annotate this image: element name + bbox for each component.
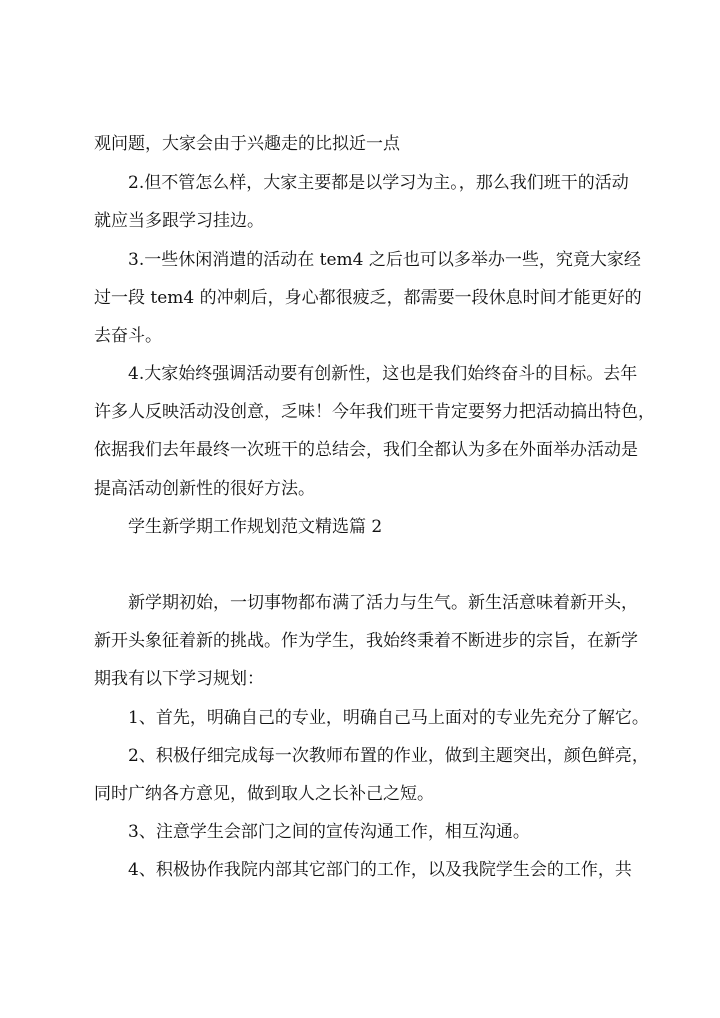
paragraph-line: 同时广纳各方意见，做到取人之长补己之短。 <box>94 784 434 804</box>
list-item: 4、积极协作我院内部其它部门的工作，以及我院学生会的工作，共 <box>128 860 632 880</box>
paragraph-line: 新开头象征着新的挑战。作为学生，我始终秉着不断进步的宗旨，在新学 <box>94 631 638 651</box>
paragraph-line: 提高活动创新性的很好方法。 <box>94 479 315 499</box>
section-heading: 学生新学期工作规划范文精选篇 2 <box>128 517 383 537</box>
paragraph-line: 许多人反映活动没创意，乏味！今年我们班干肯定要努力把活动搞出特色， <box>94 402 655 422</box>
paragraph-line: 就应当多跟学习挂边。 <box>94 211 264 231</box>
paragraph-line: 去奋斗。 <box>94 326 162 346</box>
paragraph-line: 3.一些休闲消遣的活动在 tem4 之后也可以多举办一些，究竟大家经 <box>128 250 641 270</box>
paragraph-line: 2.但不管怎么样，大家主要都是以学习为主。，那么我们班干的活动 <box>128 173 629 193</box>
paragraph-line: 观问题，大家会由于兴趣走的比拟近一点 <box>94 134 400 154</box>
paragraph-line: 新学期初始，一切事物都布满了活力与生气。新生活意味着新开头， <box>128 593 638 613</box>
paragraph-line: 过一段 tem4 的冲刺后，身心都很疲乏，都需要一段休息时间才能更好的 <box>94 288 642 308</box>
paragraph-line: 期我有以下学习规划： <box>94 669 264 689</box>
paragraph-line: 4.大家始终强调活动要有创新性，这也是我们始终奋斗的目标。去年 <box>128 364 638 384</box>
list-item: 2、积极仔细完成每一次教师布置的作业，做到主题突出，颜色鲜亮， <box>128 746 649 766</box>
list-item: 3、注意学生会部门之间的宣传沟通工作，相互沟通。 <box>128 822 530 842</box>
paragraph-line: 依据我们去年最终一次班干的总结会，我们全都认为多在外面举办活动是 <box>94 440 638 460</box>
list-item: 1、首先，明确自己的专业，明确自己马上面对的专业先充分了解它。 <box>128 708 649 728</box>
